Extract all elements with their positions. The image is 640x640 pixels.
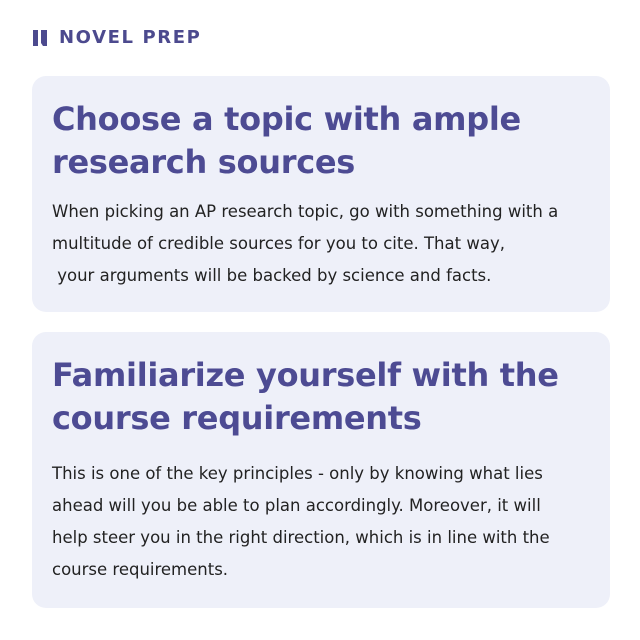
tip-title-line: Familiarize yourself with the <box>52 356 559 394</box>
brand-name: NOVEL PREP <box>59 27 202 48</box>
tip-body-line: course requirements. <box>52 560 229 579</box>
tip-body-line: ahead will you be able to plan accordingly. Moreover, it will <box>52 496 541 515</box>
tip-body-line: your arguments will be backed by science and facts. <box>52 266 492 285</box>
tip-card-course-requirements <box>32 332 610 608</box>
tip-title-line: course requirements <box>52 399 422 437</box>
tip-body-line: When picking an AP research topic, go with something with a <box>52 202 559 221</box>
tip-card-research-sources <box>32 76 610 312</box>
tip-title <box>52 354 594 440</box>
tip-title-line: research sources <box>52 143 356 181</box>
tip-body-line: This is one of the key principles - only by knowing what lies <box>52 464 543 483</box>
brand-header <box>32 26 201 50</box>
tip-body <box>52 458 594 586</box>
tip-body-line: multitude of credible sources for you to cite. That way, <box>52 234 505 253</box>
tip-body-line: help steer you in the right direction, which is in line with the <box>52 528 550 547</box>
tip-title-line: Choose a topic with ample <box>52 100 521 138</box>
novel-prep-logo-icon <box>32 29 48 47</box>
tip-title <box>52 98 594 184</box>
tip-body <box>52 196 594 292</box>
